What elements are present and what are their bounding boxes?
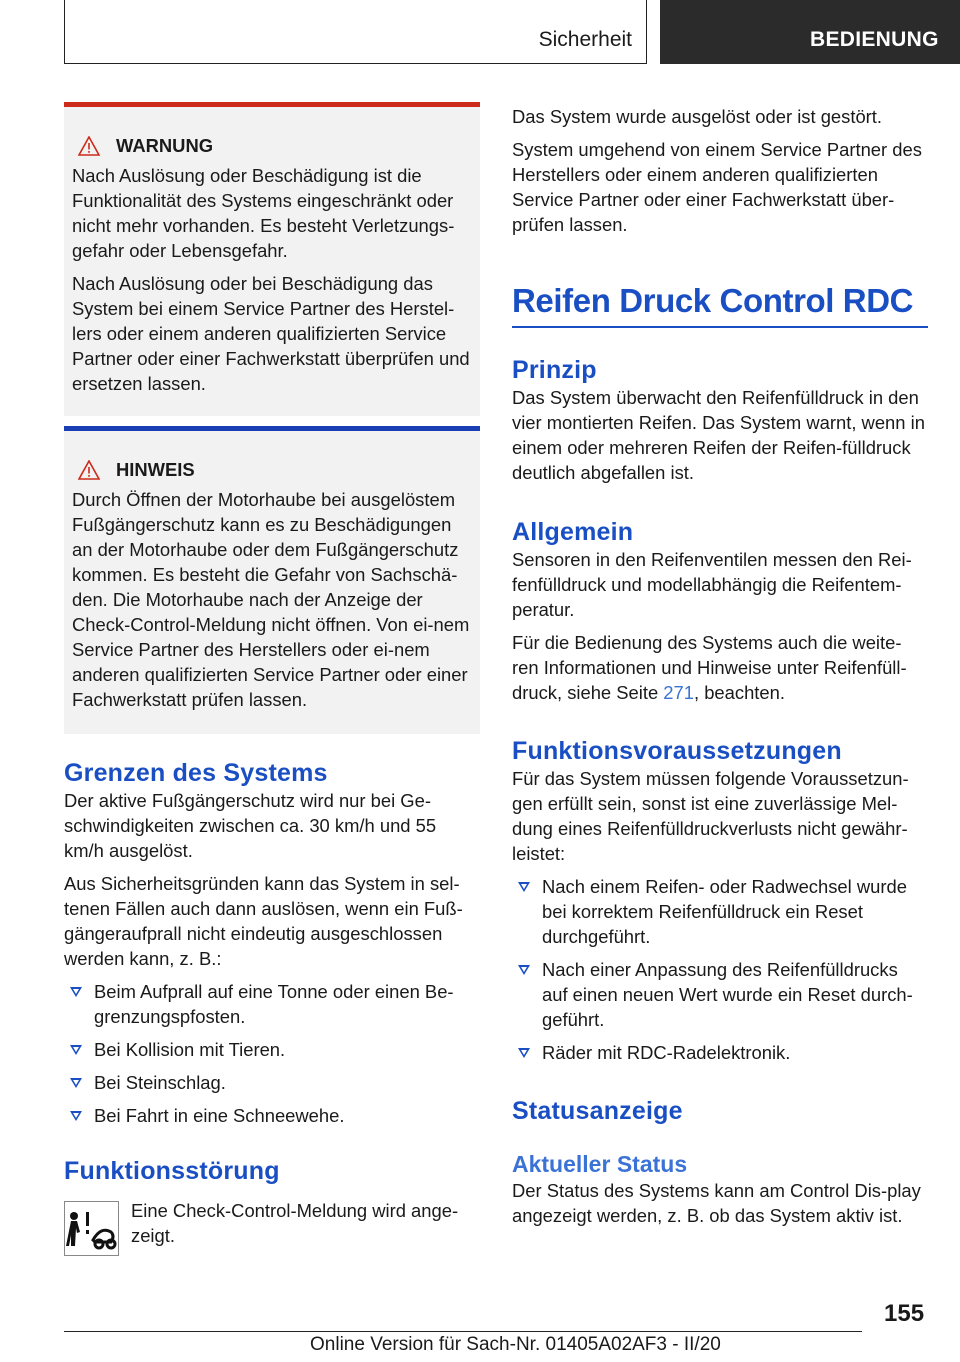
bullet-triangle-icon [70,1078,82,1088]
bullet-triangle-icon [70,1111,82,1121]
limits-heading: Grenzen des Systems [64,759,328,787]
current-status-heading: Aktueller Status [512,1151,688,1177]
general-text-2: Für die Bedienung des Systems auch die weite-ren Informationen und Hinweise unter Reifenfüll-druck, siehe Seite 271, beachten. [512,632,907,703]
warning-triangle-icon [78,136,100,156]
header-chapter-tab: BEDIENUNG [660,0,960,64]
list-item: Nach einem Reifen- oder Radwechsel wurde bei korrektem Reifenfülldruck ein Reset durchgeführt. [512,874,928,949]
page-reference-link[interactable]: 271 [663,682,694,703]
malfunction-heading: Funktionsstörung [64,1157,280,1185]
principle-text: Das System überwacht den Reifenfülldruck in den vier montierten Reifen. Das System warnt, wenn in einem oder mehreren Reifen der Reifen-fülldruck deutlich abgefallen ist. [512,387,925,483]
principle-section [512,355,928,485]
bullet-triangle-icon [518,965,530,975]
malfunction-text-3: System umgehend von einem Service Partner des Herstellers oder einem anderen qualifizierten Service Partner oder einer Fachwerkstatt über-prüfen lassen. [512,139,922,235]
status-heading: Statusanzeige [512,1097,683,1125]
malfunction-section [64,1156,480,1248]
bullet-triangle-icon [518,882,530,892]
status-section [512,1096,928,1228]
malfunction-text-1: Eine Check-Control-Meldung wird ange-zeigt. [131,1200,459,1246]
bullet-triangle-icon [518,1048,530,1058]
general-section [512,517,928,705]
warning-label: WARNUNG [116,135,214,156]
list-item: Räder mit RDC-Radelektronik. [512,1040,928,1065]
malfunction-continued [512,104,928,237]
requirements-heading: Funktionsvoraussetzungen [512,737,842,765]
pedestrian-protection-icon [64,1201,119,1256]
notice-text: Durch Öffnen der Motorhaube bei ausgelöstem Fußgängerschutz kann es zu Beschädigungen an der Motorhaube oder dem Fußgängerschutz kommen. Es besteht die Gefahr von Sachschä-den. Die Motorhaube nach der Anzeige der Check-Control-Meldung nicht öffnen. Von ei-nem Service Partner des Herstellers oder ei-nem anderen qualifizierten Service Partner oder einer Fachwerkstatt prüfen lassen. [72,489,470,710]
requirements-list [512,874,928,1065]
current-status-text: Der Status des Systems kann am Control Dis-play angezeigt werden, z. B. ob das System aktiv ist. [512,1180,921,1226]
warning-heading [72,133,472,158]
list-item: Bei Steinschlag. [64,1070,480,1095]
list-item: Bei Fahrt in eine Schneewehe. [64,1103,480,1128]
limits-list [64,979,480,1128]
requirements-section [512,736,928,1065]
notice-callout [64,426,480,734]
warning-text-2: Nach Auslösung oder bei Beschädigung das System bei einem Service Partner des Herstel-lers oder einem anderen qualifizierten Service Partner oder einer Fachwerkstatt überprüfen und ersetzen lassen. [72,273,470,394]
page-number: 155 [884,1300,925,1327]
limits-text-2: Aus Sicherheitsgründen kann das System in sel-tenen Fällen auch dann auslösen, wenn ein Fuß-gängeraufprall nicht eindeutig ausgeschlossen werden kann, z. B.: [64,873,463,969]
malfunction-text-2: Das System wurde ausgelöst oder ist gestört. [512,106,883,127]
bullet-triangle-icon [70,987,82,997]
general-heading: Allgemein [512,518,634,546]
list-item: Beim Aufprall auf eine Tonne oder einen Be-grenzungspfosten. [64,979,480,1029]
principle-heading: Prinzip [512,356,597,384]
warning-text-1: Nach Auslösung oder Beschädigung ist die Funktionalität des Systems eingeschränkt oder nicht mehr vorhanden. Es besteht Verletzungs-gefahr oder Lebensgefahr. [72,165,455,261]
bullet-triangle-icon [70,1045,82,1055]
header-section-box [64,0,647,64]
footer-text: Online Version für Sach-Nr. 01405A02AF3 - II/20 [310,1334,721,1355]
footer-divider [64,1331,862,1332]
warning-callout [64,102,480,416]
rdc-title: Reifen Druck Control RDC [512,282,928,328]
notice-label: HINWEIS [116,459,195,480]
general-text-1: Sensoren in den Reifenventilen messen den Rei-fenfülldruck und modellabhängig die Reifentem-peratur. [512,549,912,620]
list-item: Nach einer Anpassung des Reifenfülldrucks auf einen neuen Wert wurde ein Reset durch-geführt. [512,957,928,1032]
notice-heading [72,457,472,482]
limits-section [64,758,480,1128]
limits-text-1: Der aktive Fußgängerschutz wird nur bei Ge-schwindigkeiten zwischen ca. 30 km/h und 55 km/h ausgelöst. [64,790,437,861]
list-item: Bei Kollision mit Tieren. [64,1037,480,1062]
header-section-title: Sicherheit [538,28,632,51]
requirements-text: Für das System müssen folgende Voraussetzun-gen erfüllt sein, sonst ist eine zuverlässige Mel-dung eines Reifenfülldruckverlusts nicht gewähr-leistet: [512,768,909,864]
notice-triangle-icon [78,460,100,480]
